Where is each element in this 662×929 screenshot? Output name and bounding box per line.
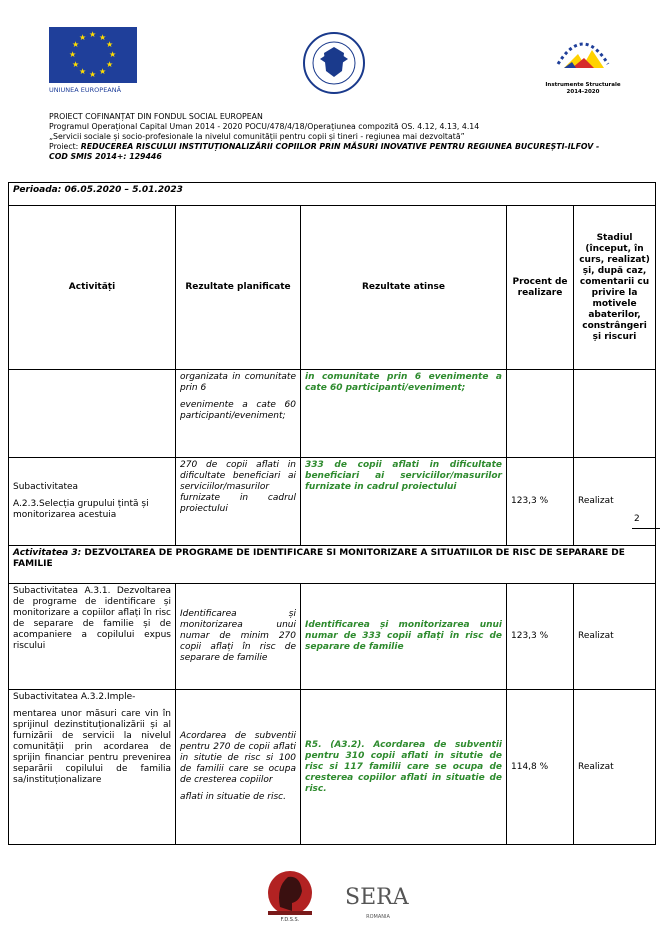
eu-flag-logo: ★ ★ ★ ★ ★ ★ ★ ★ ★ ★ ★ ★ [49, 27, 137, 83]
row3-status: Realizat [574, 584, 656, 690]
row3-achieved: Identificarea și monitorizarea unui numar de 333 copii aflați în risc de separare de familie [301, 584, 507, 690]
header-status: Stadiul (început, în curs, realizat) și, după caz, comentarii cu privire la motivele abaterilor, constrângeri și riscuri [574, 206, 656, 370]
header-activities: Activități [9, 206, 176, 370]
header-row [9, 206, 656, 370]
header-planned-results: Rezultate planificate [176, 206, 301, 370]
row4-planned [176, 690, 301, 845]
row1-status [574, 370, 656, 458]
row4-planned-p2: aflati in situatie de risc. [180, 792, 286, 802]
row1-planned-p1: organizata in comunitate prin 6 [180, 372, 296, 393]
row1-planned [176, 370, 301, 458]
row1-percent [507, 370, 574, 458]
svg-text:ROMANIA: ROMANIA [366, 914, 390, 920]
activity3-text: DEZVOLTAREA DE PROGRAME DE IDENTIFICARE SI MONITORIZARE A SITUATIILOR DE RISC DE SEPARARE DE FAMILIE [13, 548, 625, 569]
activity3-row [9, 546, 656, 584]
activity-results-table [8, 182, 656, 845]
operation-line: „Servicii sociale și socio-profesionale la nivelul comunității pentru copii și tineri - regiunea mai dezvoltată” [49, 132, 465, 141]
header-logos [0, 0, 662, 105]
government-seal-logo [302, 31, 366, 95]
project-info [49, 112, 619, 162]
sera-romania-logo [343, 874, 413, 922]
project-cofinanced-line: PROIECT COFINANȚAT DIN FONDUL SOCIAL EUROPEAN [49, 112, 263, 121]
project-title-prefix: Proiect: [49, 142, 81, 151]
row2-activity-p1: Subactivitatea [13, 482, 79, 492]
row2-planned: 270 de copii aflati in dificultate beneficiari ai serviciilor/masurilor furnizate in cadrul proiectului [176, 458, 301, 546]
program-line: Programul Operațional Capital Uman 2014 - 2020 POCU/478/4/18/Operațiunea compozită OS. 4.12, 4.13, 4.14 [49, 122, 480, 131]
svg-text:F.D.S.S.: F.D.S.S. [280, 917, 300, 923]
row4-activity-p1: Subactivitatea A.3.2.Imple- [13, 692, 136, 702]
table-row [9, 584, 656, 690]
table-row [9, 690, 656, 845]
period-cell: Perioada: 06.05.2020 – 5.01.2023 [9, 183, 656, 206]
row2-achieved: 333 de copii aflati in dificultate beneficiari ai serviciilor/masurilor furnizate in cadrul proiectului [301, 458, 507, 546]
svg-text:SERA: SERA [345, 885, 409, 910]
structural-instruments-caption [537, 82, 629, 96]
row3-planned: Identificarea și monitorizarea unui numar de minim 270 copii aflați în risc de separare de familie [176, 584, 301, 690]
row2-status: Realizat [574, 458, 656, 546]
period-row [9, 183, 656, 206]
row4-planned-p1: Acordarea de subventii pentru 270 de copii aflati in situtie de risc si 100 de familii care se ocupa de cresterea copiilor [180, 731, 296, 785]
row1-achieved: in comunitate prin 6 evenimente a cate 60 participanti/eveniment; [301, 370, 507, 458]
row4-achieved: R5. (A3.2). Acordarea de subventii pentru 310 copii aflati in situtie de risc si 117 familii care se ocupa de cresterea copiilor aflati in situatie de risc. [301, 690, 507, 845]
project-title-line [49, 142, 619, 162]
row3-percent: 123,3 % [507, 584, 574, 690]
table-row [9, 458, 656, 546]
row4-status: Realizat [574, 690, 656, 845]
page-number-rule [632, 528, 660, 529]
row4-percent: 114,8 % [507, 690, 574, 845]
row2-percent: 123,3 % [507, 458, 574, 546]
row2-activity [9, 458, 176, 546]
table-row [9, 370, 656, 458]
row4-activity [9, 690, 176, 845]
row1-planned-p2: evenimente a cate 60 participanti/eveniment; [180, 400, 296, 421]
is-caption-line2: 2014-2020 [566, 89, 600, 95]
header-percent: Procent de realizare [507, 206, 574, 370]
row1-activity [9, 370, 176, 458]
activity3-prefix: Activitatea 3: [13, 548, 82, 558]
eu-caption: UNIUNEA EUROPEANĂ [49, 86, 122, 94]
is-caption-line1: Instrumente Structurale [545, 82, 621, 88]
row2-activity-p2: A.2.3.Selecția grupului țintă și monitorizarea acestuia [13, 499, 149, 520]
page-number: 2 [634, 514, 640, 524]
fdss-logo [262, 867, 318, 923]
row3-activity: Subactivitatea A.3.1. Dezvoltarea de programe de identificare și monitorizare a copiilor aflați în risc de separare de familie și de acompaniere a copilului expus riscului [9, 584, 176, 690]
structural-instruments-logo [548, 24, 618, 82]
project-title: REDUCEREA RISCULUI INSTITUȚIONALIZĂRII COPIILOR PRIN MĂSURI INOVATIVE PENTRU REGIUNEA BUCUREȘTI-ILFOV - COD SMIS 2014+: 129446 [49, 142, 600, 161]
activity3-title [9, 546, 656, 584]
row4-activity-p2: mentarea unor măsuri care vin în sprijinul dezinstituționalizării și al furnizării de servicii la nivelul comunității prin acordarea de sprijin financiar pentru prevenirea separării copilului de familia sa/instituționalizare [13, 709, 171, 785]
header-achieved-results: Rezultate atinse [301, 206, 507, 370]
